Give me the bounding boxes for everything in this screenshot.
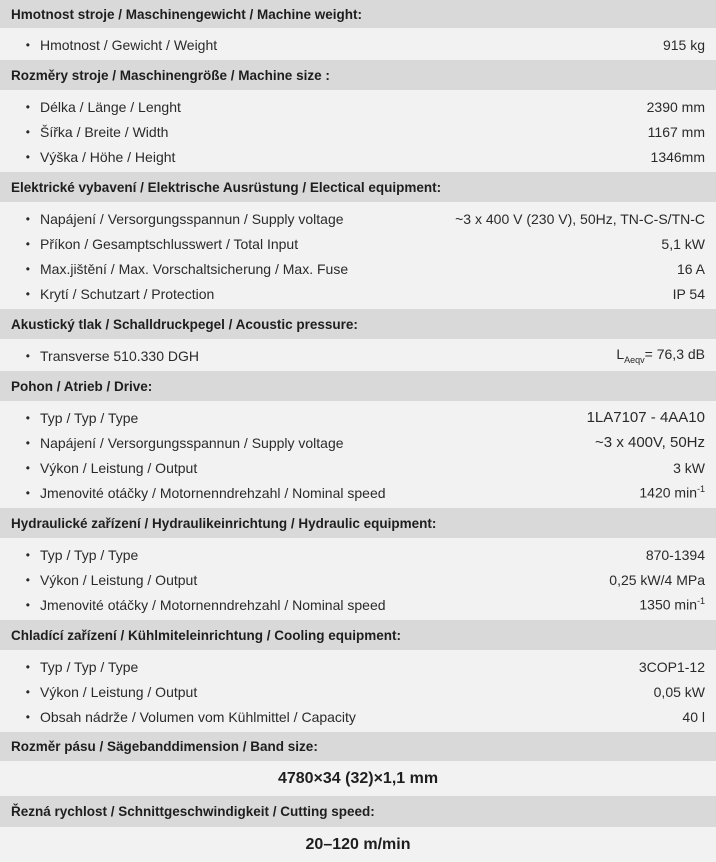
bullet-icon: • [25,236,30,251]
spec-value [677,261,705,277]
value-text: 0,25 kW/4 MPa [609,571,705,588]
spec-row [0,405,716,430]
bullet-icon: • [25,684,30,699]
spec-label: Délka / Länge / Lenght [40,98,181,115]
spec-row [0,231,716,256]
spec-value [639,484,705,501]
section-value: 20–120 m/min [0,827,716,862]
section-body [0,538,716,620]
bullet-icon: • [25,547,30,562]
value-text: 915 kg [662,36,705,53]
value-text: IP 54 [672,285,705,302]
section-header: Chladící zařízení / Kühlmiteleinrichtung / Cooling equipment: [0,620,716,650]
spec-value [616,346,705,365]
bullet-icon: • [25,597,30,612]
section-header: Elektrické vybavení / Elektrische Ausrüstung / Electical equipment: [0,172,716,202]
spec-row [0,592,716,617]
spec-row [0,679,716,704]
value-superscript: -1 [696,484,705,495]
value-text: 2390 mm [646,98,705,115]
value-text: 1167 mm [647,123,705,140]
spec-label: Typ / Typ / Type [40,546,139,563]
spec-label: Výška / Höhe / Height [40,148,176,165]
spec-label: Jmenovité otáčky / Motornenndrehzahl / Nominal speed [40,484,386,501]
spec-label: Obsah nádrže / Volumen vom Kühlmittel / Capacity [40,708,356,725]
section-header: Akustický tlak / Schalldruckpegel / Acoustic pressure: [0,309,716,339]
section-body [0,90,716,172]
spec-label: Hmotnost / Gewicht / Weight [40,36,218,53]
value-text: ~3 x 400 V (230 V), 50Hz, TN-C-S/TN-C [455,210,705,227]
spec-row [0,654,716,679]
bullet-icon: • [25,149,30,164]
spec-row [0,542,716,567]
section-body [0,28,716,60]
bullet-icon: • [25,572,30,587]
spec-value [639,659,705,675]
spec-label: Typ / Typ / Type [40,409,139,426]
spec-row [0,32,716,57]
value-text: 16 A [676,260,705,277]
value-text: 0,05 kW [653,683,705,700]
spec-value [647,99,705,115]
value-text: 1420 min [639,484,697,501]
spec-label: Krytí / Schutzart / Protection [40,285,215,302]
spec-row [0,94,716,119]
section-body [0,650,716,732]
spec-value [661,236,705,252]
spec-label: Příkon / Gesamptschlusswert / Total Input [40,235,299,252]
spec-value [654,684,705,700]
spec-row [0,343,716,368]
spec-label: Napájení / Versorgungsspannun / Supply voltage [40,434,344,451]
spec-label: Napájení / Versorgungsspannun / Supply voltage [40,210,344,227]
value-text: 40 l [682,708,705,725]
bullet-icon: • [25,348,30,363]
bullet-icon: • [25,211,30,226]
spec-row [0,567,716,592]
spec-label: Typ / Typ / Type [40,658,139,675]
spec-label: Výkon / Leistung / Output [40,571,198,588]
spec-label: Výkon / Leistung / Output [40,683,198,700]
spec-value [587,409,705,426]
spec-value [648,124,705,140]
spec-row [0,704,716,729]
section-header: Hmotnost stroje / Maschinengewicht / Machine weight: [0,0,716,28]
value-text: 1350 min [639,596,697,613]
section-header: Rozměr pásu / Sägebanddimension / Band size: [0,732,716,761]
spec-row [0,281,716,306]
spec-value [639,596,705,613]
bullet-icon: • [25,37,30,52]
spec-row [0,206,716,231]
value-text: 3COP1-12 [638,658,705,675]
spec-label: Jmenovité otáčky / Motornenndrehzahl / Nominal speed [40,596,386,613]
value-text: ~3 x 400V, 50Hz [595,434,705,451]
spec-value [682,709,705,725]
spec-row [0,480,716,505]
spec-row [0,144,716,169]
section-header: Pohon / Atrieb / Drive: [0,371,716,401]
spec-value [673,286,705,302]
section-body [0,202,716,309]
value-text: = 76,3 dB [644,346,705,363]
spec-value [455,211,705,227]
spec-row [0,430,716,455]
value-subscript: Aeqv [624,354,645,365]
spec-row [0,455,716,480]
spec-row [0,119,716,144]
spec-value [595,434,705,451]
bullet-icon: • [25,99,30,114]
spec-label: Max.jištění / Max. Vorschaltsicherung / Max. Fuse [40,260,349,277]
bullet-icon: • [25,124,30,139]
section-body [0,339,716,371]
bullet-icon: • [25,709,30,724]
spec-value [651,149,705,165]
value-text: 5,1 kW [661,235,705,252]
bullet-icon: • [25,410,30,425]
spec-value [673,460,705,476]
value-superscript: -1 [696,596,705,607]
bullet-icon: • [25,659,30,674]
value-prefix: L [616,346,625,363]
bullet-icon: • [25,485,30,500]
section-header: Rozměry stroje / Maschinengröße / Machine size : [0,60,716,90]
bullet-icon: • [25,286,30,301]
spec-label: Transverse 510.330 DGH [40,347,199,364]
spec-value [646,547,705,563]
value-text: 1LA7107 - 4AA10 [586,409,705,426]
spec-value [609,572,705,588]
bullet-icon: • [25,435,30,450]
value-text: 1346mm [650,148,705,165]
section-value: 4780×34 (32)×1,1 mm [0,761,716,796]
value-text: 870-1394 [645,546,705,563]
value-text: 3 kW [673,459,705,476]
section-header: Hydraulické zařízení / Hydraulikeinrichtung / Hydraulic equipment: [0,508,716,538]
section-body [0,401,716,508]
bullet-icon: • [25,460,30,475]
spec-label: Šířka / Breite / Width [40,123,169,140]
bullet-icon: • [25,261,30,276]
spec-value [663,37,705,53]
spec-label: Výkon / Leistung / Output [40,459,198,476]
section-header: Řezná rychlost / Schnittgeschwindigkeit / Cutting speed: [0,796,716,827]
spec-row [0,256,716,281]
